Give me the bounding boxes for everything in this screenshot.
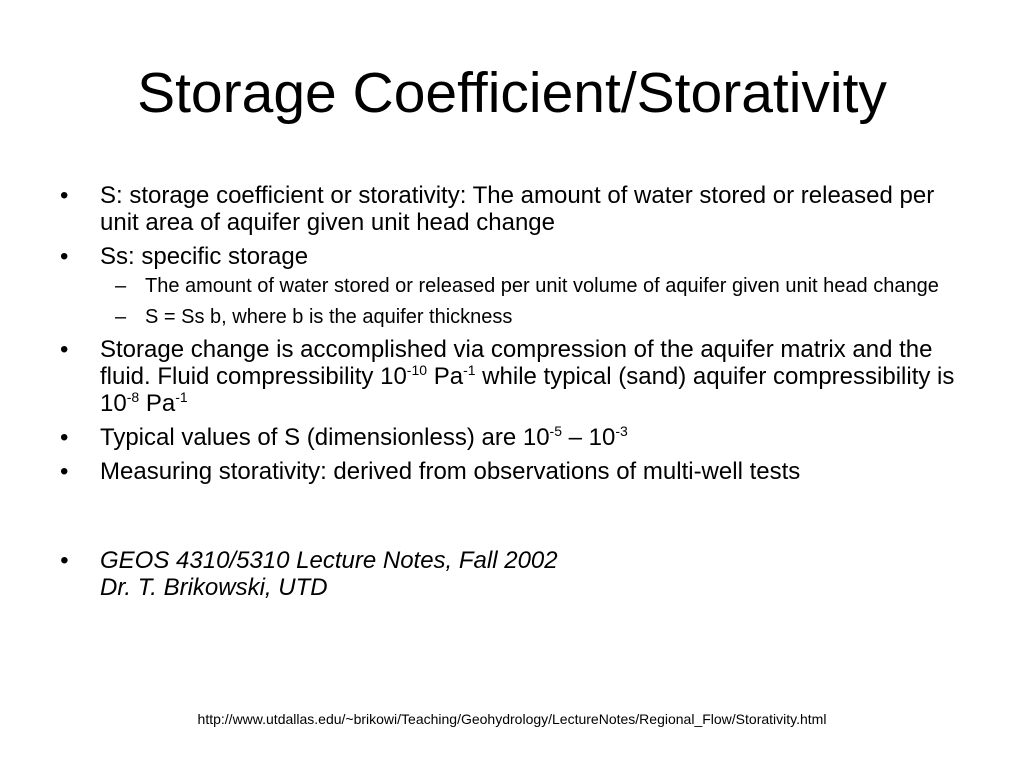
exponent: -5 (549, 423, 562, 439)
spacer (57, 492, 977, 547)
text-run: Pa (427, 363, 464, 390)
bullet-marker: • (60, 243, 69, 270)
bullet-text: Ss: specific storage (100, 243, 309, 270)
sub-bullet-text: S = Ss b, where b is the aquifer thickness (145, 306, 513, 328)
dash-marker: – (115, 275, 127, 297)
footer-url: http://www.utdallas.edu/~brikowi/Teaching/Geohydrology/LectureNotes/Regional_Flow/Storativity.html (197, 711, 827, 727)
text-run: Typical values of S (dimensionless) are 10 (100, 424, 550, 451)
bullet-typical-values (57, 424, 977, 451)
exponent: -3 (615, 423, 628, 439)
bullet-marker: • (60, 336, 69, 363)
sub-bullet-group (57, 274, 977, 329)
exponent: -1 (463, 362, 476, 378)
bullet-text: Measuring storativity: derived from observations of multi-well tests (100, 458, 801, 485)
citation-line-1: GEOS 4310/5310 Lecture Notes, Fall 2002 (100, 547, 558, 574)
exponent: -8 (126, 389, 140, 405)
sub-bullet-text: The amount of water stored or released per unit volume of aquifer given unit head change (145, 275, 939, 297)
exponent: -1 (175, 389, 188, 405)
text-run: Pa (139, 390, 176, 417)
bullet-storage-coefficient (57, 182, 977, 236)
exponent: -10 (406, 362, 428, 378)
text-run: – 10 (562, 424, 616, 451)
bullet-marker: • (60, 424, 69, 451)
bullet-text (100, 424, 628, 451)
bullet-specific-storage (57, 243, 977, 270)
bullet-text: S: storage coefficient or storativity: The amount of water stored or released per unit area of aquifer given unit head change (100, 182, 935, 236)
slide-content (57, 182, 977, 608)
bullet-measuring (57, 458, 977, 485)
bullet-citation (57, 547, 977, 601)
bullet-text (100, 336, 954, 417)
text-run: Storage change is accomplished via compression of the aquifer matrix and the fluid. Fluid compressibility 10 (100, 336, 933, 390)
dash-marker: – (115, 306, 127, 328)
slide-title: Storage Coefficient/Storativity (137, 61, 887, 125)
text-run: while typical (sand) aquifer compressibility is 10 (100, 363, 955, 417)
sub-bullet-relation (57, 305, 977, 329)
bullet-marker: • (60, 182, 69, 209)
bullet-marker: • (60, 547, 69, 574)
sub-bullet-volume (57, 274, 977, 298)
bullet-storage-change (57, 336, 977, 417)
citation-line-2: Dr. T. Brikowski, UTD (100, 574, 328, 601)
bullet-marker: • (60, 458, 69, 485)
